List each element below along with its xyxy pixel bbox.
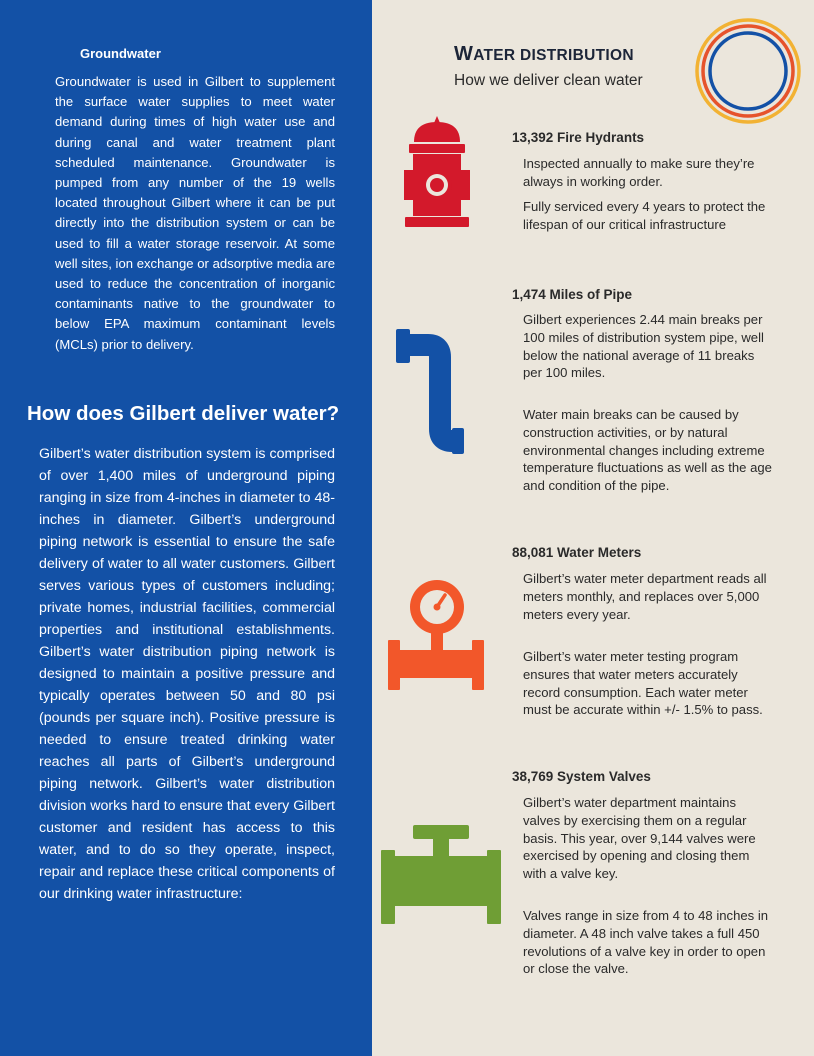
outer-circle <box>697 20 799 122</box>
valves-title: 38,769 System Valves <box>512 769 651 784</box>
valve-icon <box>379 823 503 929</box>
pipe-paragraph-2: Water main breaks can be caused by construction activities, or by natural environmental changes including extreme temperature fluctuations as well as the age and condition of the pipe. <box>523 407 772 494</box>
valves-paragraph-1: Gilbert’s water department maintains valves by exercising them on a regular basis. This year, over 9,144 valves were exercised by opening and closing them with a valve key. <box>523 795 756 882</box>
pipe-title: 1,474 Miles of Pipe <box>512 287 633 302</box>
distribution-title <box>454 43 634 66</box>
hydrants-title: 13,392 Fire Hydrants <box>512 130 645 145</box>
right-panel <box>372 0 814 1056</box>
delivery-body: Gilbert’s water distribution system is comprised of over 1,400 miles of underground piping ranging in size from 4-inches in diameter to 48-inches in diameter. Gilbert’s underground piping network is essential to ensure the safe delivery of water to all water customers. Gilbert serves various types of customers including; private homes, industrial facilities, commercial properties and institutional establishments. Gilbert’s water distribution piping network is designed to maintain a positive pressure and typically operates between 50 and 80 psi (pounds per square inch). Positive pressure is needed to ensure treated drinking water reaches all parts of Gilbert’s underground piping network. Gilbert’s water distribution division works hard to ensure that every Gilbert customer and resident has access to this water, and to do so they operate, inspect, repair and replace these critical components of our drinking water infrastructure: <box>39 446 335 902</box>
left-panel <box>0 0 372 1056</box>
water-meter-icon <box>386 577 486 693</box>
meters-title: 88,081 Water Meters <box>512 545 642 560</box>
pipe-icon <box>394 325 466 457</box>
distribution-title-rest: ATER DISTRIBUTION <box>473 47 634 64</box>
valves-paragraph-2: Valves range in size from 4 to 48 inches in diameter. A 48 inch valve takes a full 450 revolutions of a valve key in order to open or close the valve. <box>523 908 769 977</box>
meters-paragraph-1: Gilbert’s water meter department reads all meters monthly, and replaces over 5,000 meters every year. <box>523 571 767 622</box>
groundwater-heading: Groundwater <box>80 46 161 61</box>
concentric-circles-graphic <box>695 15 801 127</box>
middle-circle <box>703 26 793 116</box>
hydrants-paragraph-1: Inspected annually to make sure they’re always in working order. <box>523 156 755 189</box>
pipe-paragraph-1: Gilbert experiences 2.44 main breaks per 100 miles of distribution system pipe, well below the national average of 11 breaks per 100 miles. <box>523 312 764 381</box>
distribution-title-initial: W <box>454 43 474 65</box>
distribution-subtitle: How we deliver clean water <box>454 72 643 89</box>
inner-circle <box>710 33 786 109</box>
hydrants-paragraph-2: Fully serviced every 4 years to protect the lifespan of our critical infrastructure <box>523 199 766 232</box>
meters-paragraph-2: Gilbert’s water meter testing program ensures that water meters accurately record consumption. Each water meter must be accurate within +/- 1.5% to pass. <box>523 649 763 718</box>
fire-hydrant-icon <box>402 114 472 234</box>
groundwater-body: Groundwater is used in Gilbert to supplement the surface water supplies to meet water demand during times of high water use and during canal and water treatment plant scheduled maintenance. Groundwater is pumped from any number of the 19 wells located throughout Gilbert where it can be put directly into the distribution system or can be used to fill a water storage reservoir. At some well sites, ion exchange or adsorptive media are used to reduce the concentration of inorganic contaminants native to the groundwater to below EPA maximum contaminant levels (MCLs) prior to delivery. <box>55 74 335 352</box>
delivery-title: How does Gilbert deliver water? <box>27 402 340 425</box>
